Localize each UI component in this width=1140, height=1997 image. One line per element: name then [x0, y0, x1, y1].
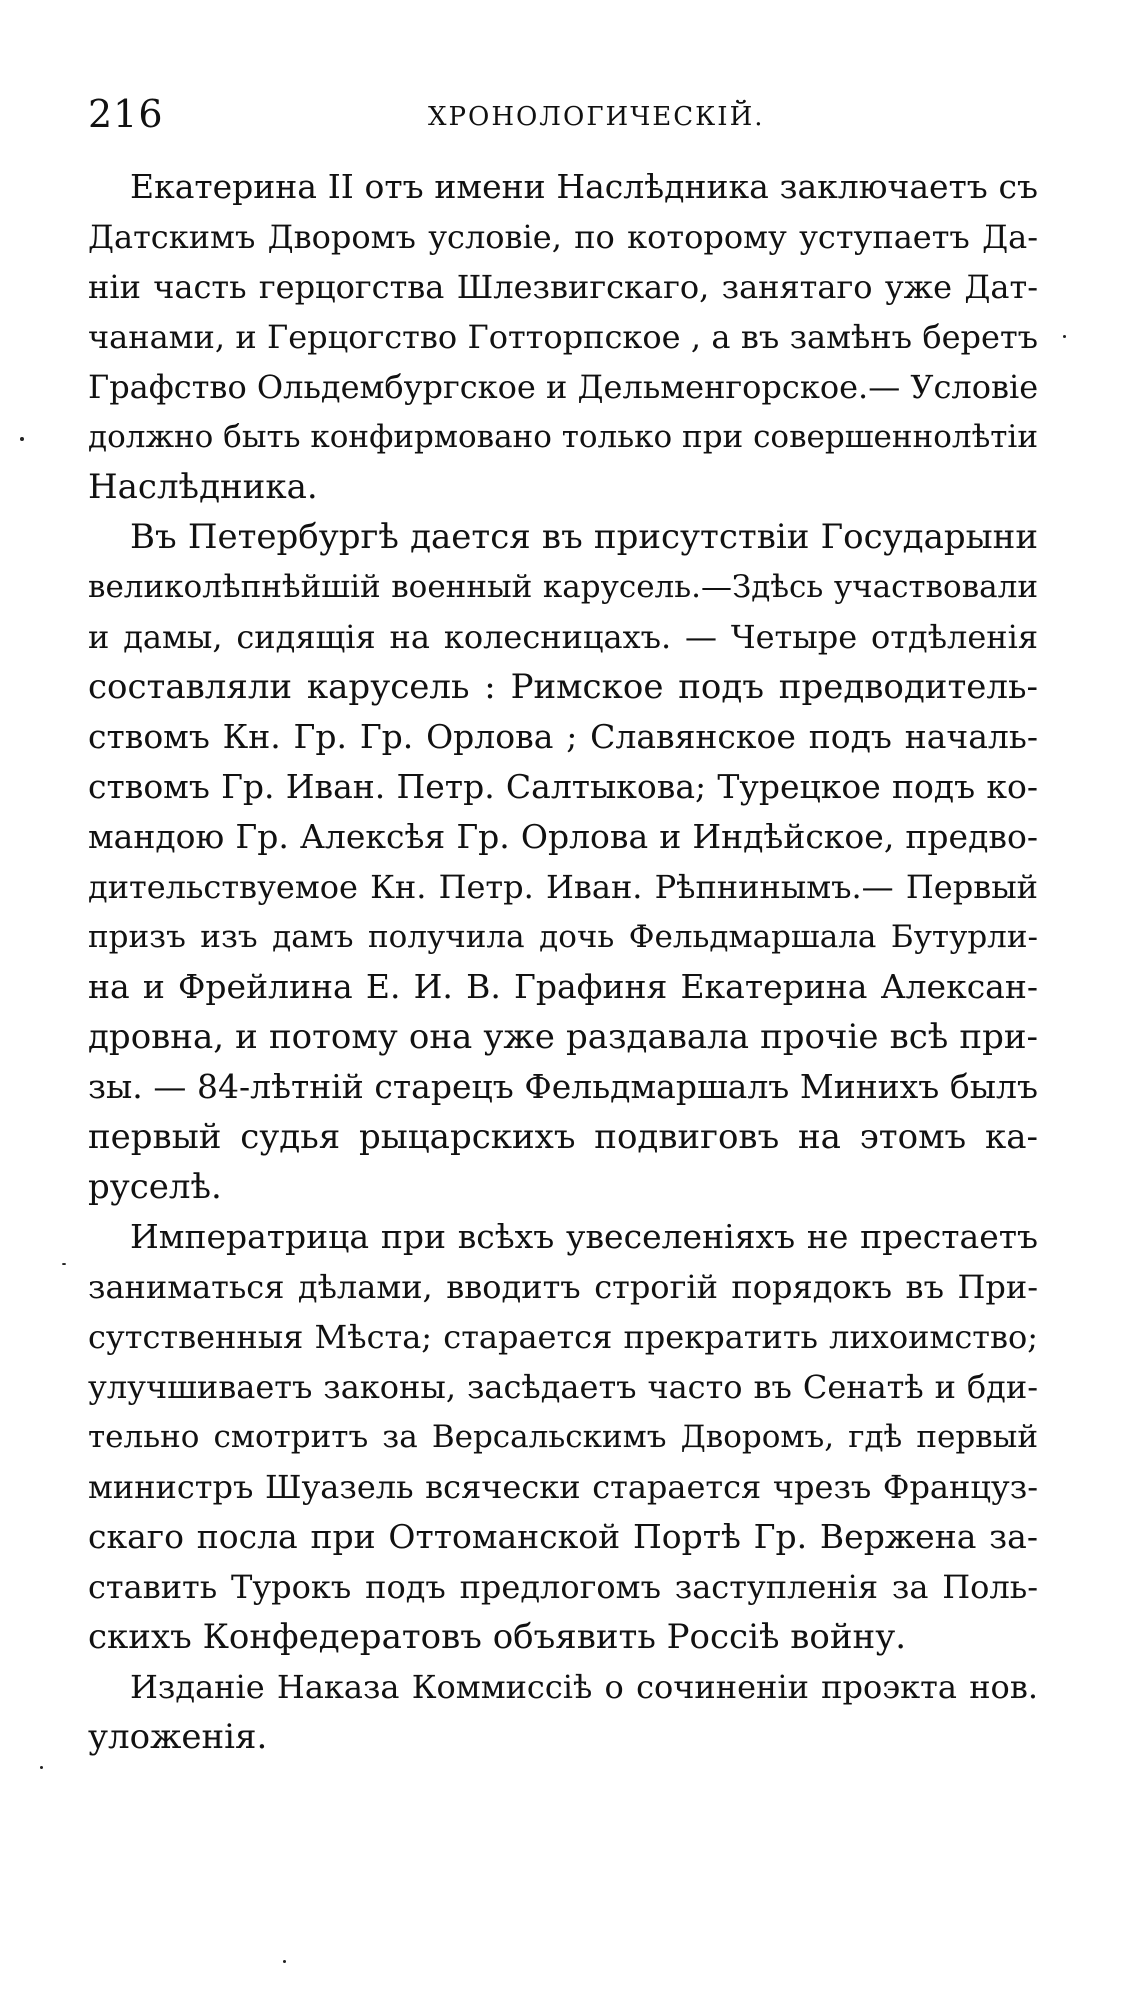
paragraph-empress [88, 1212, 1038, 1662]
text-line: дительствуемое Кн. Петр. Иван. Рѣпнинымъ.— Первый [88, 868, 1038, 906]
body-text [88, 162, 1038, 1762]
print-speck [283, 1960, 286, 1963]
text-line: руселѣ. [88, 1167, 222, 1207]
print-speck [20, 437, 24, 441]
text-line: Датскимъ Дворомъ условіе, по которому уступаетъ Да- [88, 218, 1038, 256]
text-line: ствомъ Гр. Иван. Петр. Салтыкова; Турецкое подъ ко- [88, 767, 1038, 806]
text-line: ставить Турокъ подъ предлогомъ заступленія за Поль- [88, 1568, 1038, 1606]
text-line: Въ Петербургѣ дается въ присутствіи Государыни [130, 517, 1038, 557]
text-line: первый судья рыцарскихъ подвиговъ на этомъ ка- [88, 1117, 1038, 1157]
text-line: Изданіе Наказа Коммиссіѣ о сочиненіи проэкта нов. [130, 1668, 1038, 1706]
text-line: и дамы, сидящія на колесницахъ. — Четыре отдѣленія [88, 618, 1038, 656]
text-line: на и Фрейлина Е. И. В. Графиня Екатерина Алексан- [88, 967, 1038, 1006]
text-line: ствомъ Кн. Гр. Гр. Орлова ; Славянское подъ началь- [88, 717, 1038, 756]
text-line: скихъ Конфедератовъ объявить Россіѣ войну. [88, 1617, 907, 1657]
text-line: сутственныя Мѣста; старается прекратить лихоимство; [88, 1318, 1038, 1356]
text-line: дровна, и потому она уже раздавала прочіе всѣ при- [88, 1017, 1038, 1057]
text-line: составляли карусель : Римское подъ предводитель- [88, 667, 1038, 707]
running-head [88, 92, 1038, 142]
paragraph-nakaz [88, 1662, 1038, 1762]
text-line: тельно смотритъ за Версальскимъ Дворомъ, гдѣ первый [88, 1419, 1038, 1455]
text-line: заниматься дѣлами, вводитъ строгій порядокъ въ При- [88, 1268, 1038, 1306]
text-line: ніи часть герцогства Шлезвигскаго, занятаго уже Дат- [88, 268, 1038, 306]
print-speck [62, 1263, 66, 1265]
text-line: улучшиваетъ законы, засѣдаетъ часто въ Сенатѣ и бди- [88, 1368, 1038, 1406]
text-line: уложенія. [88, 1717, 268, 1757]
text-line: должно быть конфирмовано только при совершеннолѣтіи [88, 419, 1038, 455]
print-speck [40, 1766, 43, 1769]
text-line: министръ Шуазель всячески старается чрезъ Француз- [88, 1468, 1038, 1506]
text-line: зы. — 84-лѣтній старецъ Фельдмаршалъ Минихъ былъ [88, 1067, 1038, 1106]
text-line: мандою Гр. Алексѣя Гр. Орлова и Индѣйское, предво- [88, 817, 1038, 856]
text-line: скаго посла при Оттоманской Портѣ Гр. Вержена за- [88, 1517, 1038, 1556]
text-line: Екатерина II отъ имени Наслѣдника заключаетъ съ [130, 167, 1038, 206]
print-speck [1063, 335, 1066, 338]
text-line: Императрица при всѣхъ увеселеніяхъ не престаетъ [130, 1217, 1038, 1256]
running-title: ХРОНОЛОГИЧЕСКІЙ. [428, 102, 765, 132]
text-line: чанами, и Герцогство Готторпское , а въ замѣнъ беретъ [88, 318, 1038, 356]
text-line: Наслѣдника. [88, 467, 318, 507]
paragraph-carousel [88, 512, 1038, 1212]
text-line: великолѣпнѣйшій военный карусель.—Здѣсь участвовали [88, 569, 1038, 605]
text-line: призъ изъ дамъ получила дочь Фельдмаршала Бутурли- [88, 919, 1038, 955]
page-number: 216 [88, 92, 164, 136]
text-line: Графство Ольдембургское и Дельменгорское.— Условіе [88, 368, 1038, 406]
paragraph-treaty [88, 162, 1038, 512]
